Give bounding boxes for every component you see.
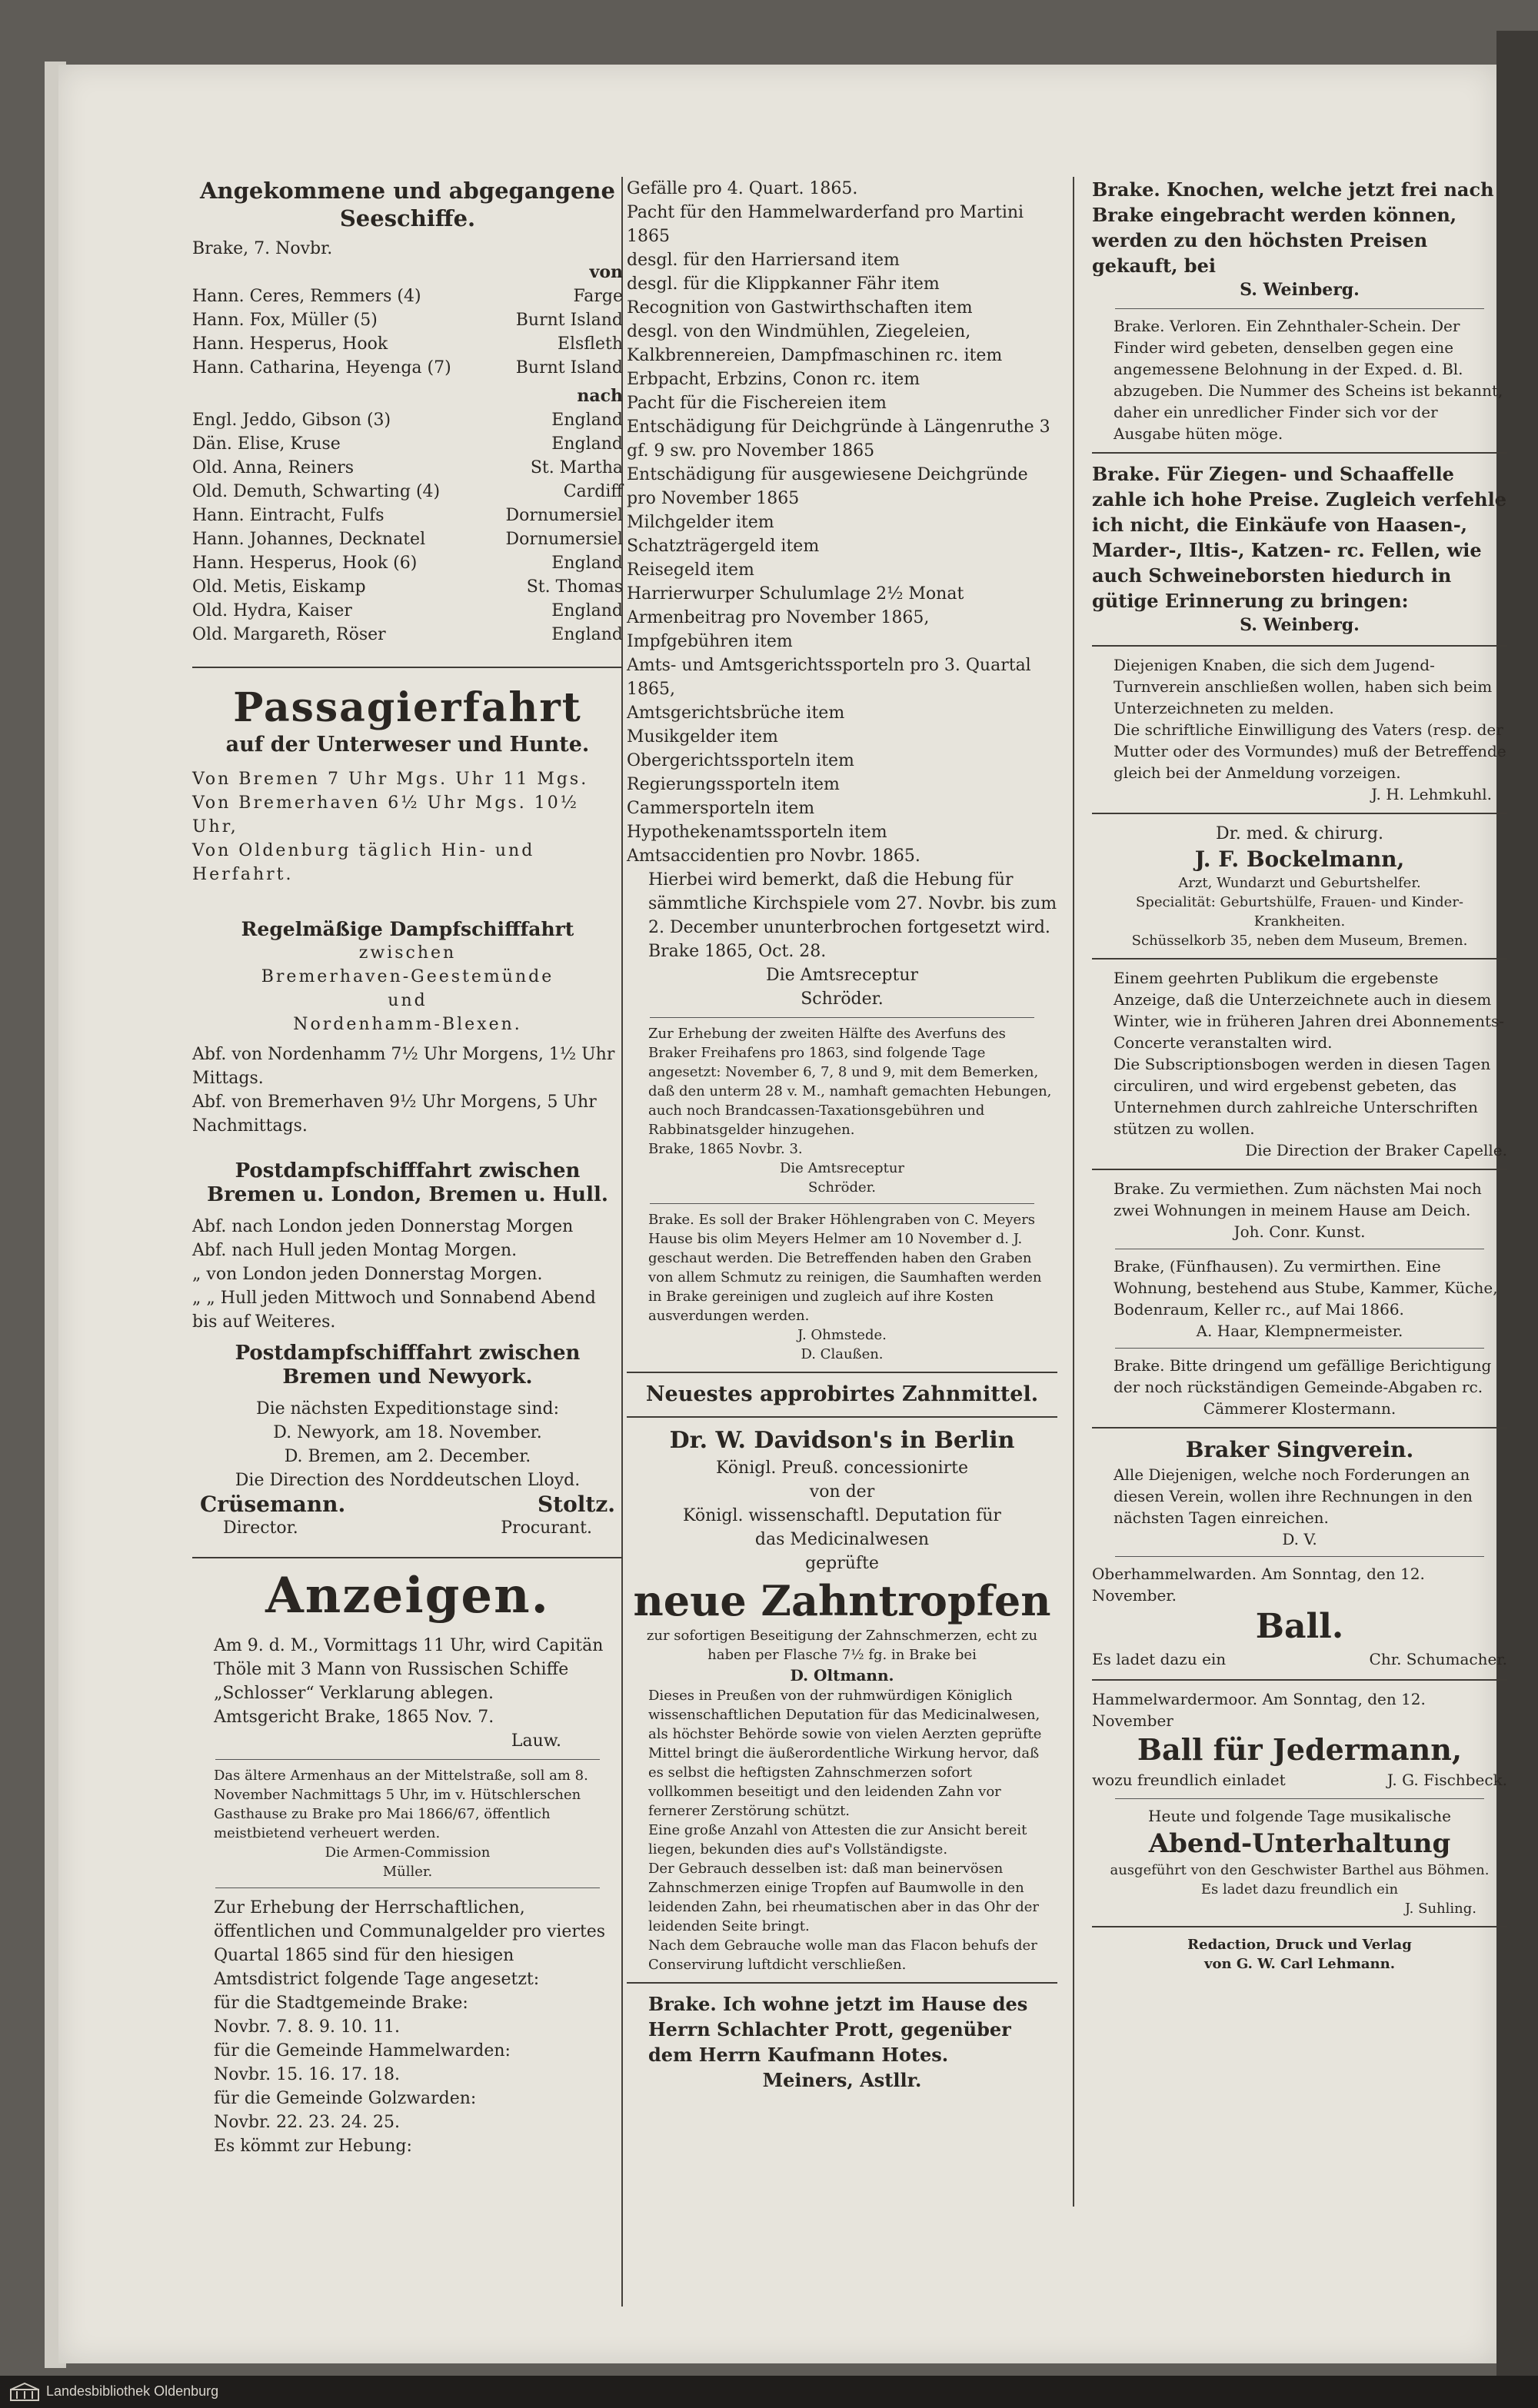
hebung-item: Amts- und Amtsgerichtssporteln pro 3. Quartal 1865, xyxy=(627,656,1031,699)
prott-text: Brake. Ich wohne jetzt im Hause des Herrn Schlachter Prott, gegenüber dem Herrn Kaufmann Hotes. xyxy=(648,1993,1028,2066)
ball1-sign: Chr. Schumacher. xyxy=(1369,1650,1507,1668)
ship-name: Hann. Hesperus, Hook (6) xyxy=(192,554,418,573)
library-logo-icon xyxy=(9,2382,40,2402)
ziegen-text: Brake. Für Ziegen- und Schaaffelle zahle ich hohe Preise. Zugleich verfehle ich nicht, die Einkäufe von Haasen-, Marder-, Iltis-, Katzen- rc. Fellen, wie auch Schweineborsten hiedurch in gütige Erinnerung zu bringen: xyxy=(1092,463,1506,612)
column-rule-right xyxy=(1073,177,1074,2207)
divider xyxy=(627,1372,1057,1373)
ship-row xyxy=(192,599,623,623)
divider xyxy=(1115,1348,1484,1349)
ann1-place: Amtsgericht Brake, 1865 Nov. 7. xyxy=(214,1708,494,1727)
arzt-line: Schüsselkorb 35, neben dem Museum, Bremen. xyxy=(1131,933,1468,949)
ships-von: von xyxy=(589,262,623,282)
graben-text: Brake. Es soll der Braker Höhlengraben von C. Meyers Hause bis olim Meyers Helmer am 10 November d. J. geschaut werden. Die Betreffenden haben den Graben von allem Schmutz zu reinigen, die Saumhaften werden in Brake gereinigen und zugleich auf ihre Kosten ausverdungen werden. xyxy=(648,1212,1042,1324)
divider xyxy=(192,667,623,668)
hebung-item: Cammersporteln item xyxy=(627,799,815,818)
zahn-lines xyxy=(627,1456,1057,1575)
divider xyxy=(1092,645,1507,647)
hebung-note: Hierbei wird bemerkt, daß die Hebung für sämmtliche Kirchspiele vom 27. Novbr. bis zum 2. December ununterbrochen fortgesetzt wird. xyxy=(648,870,1057,937)
post2-lines xyxy=(192,1397,623,1492)
hafen-sign1: Die Amtsreceptur xyxy=(779,1160,905,1176)
zahn-name: Dr. W. Davidson's in Berlin xyxy=(669,1427,1015,1454)
ship-name: Hann. Fox, Müller (5) xyxy=(192,311,378,330)
hebung-item: Gefälle pro 4. Quart. 1865. xyxy=(627,179,858,198)
hebung-list xyxy=(627,177,1057,868)
hafen-sign2: Schröder. xyxy=(808,1179,876,1196)
hebung-item: desgl. für den Harriersand item xyxy=(627,251,900,270)
ziegen-sign: S. Weinberg. xyxy=(1240,615,1360,635)
ship-name: Hann. Johannes, Decknatel xyxy=(192,530,426,549)
hebung-item: Milchgelder item xyxy=(627,513,774,532)
hebung-item: Reisegeld item xyxy=(627,560,754,580)
ship-name: Old. Demuth, Schwarting (4) xyxy=(192,482,441,501)
knaben-text: Diejenigen Knaben, die sich dem Jugend-Turnverein anschließen wollen, haben sich beim Unterzeichneten zu melden. xyxy=(1114,656,1493,717)
singverein-sign: D. V. xyxy=(1282,1530,1317,1548)
post2-line: Die nächsten Expeditionstage sind: xyxy=(255,1399,560,1419)
vermieten2-sign: A. Haar, Klempnermeister. xyxy=(1196,1322,1403,1340)
ships-dateline: Brake, 7. Novbr. xyxy=(192,239,333,258)
singverein-text: Alle Diejenigen, welche noch Forderungen an diesen Verein, wollen ihre Rechnungen in den nächsten Tagen einreichen. xyxy=(1114,1465,1473,1527)
ship-port: Dornumersiel xyxy=(505,530,623,549)
zahn-line: Königl. wissenschaftl. Deputation für xyxy=(683,1506,1001,1525)
ship-port: Burnt Island xyxy=(515,358,623,377)
ship-port: Burnt Island xyxy=(515,311,623,330)
divider xyxy=(1092,1679,1507,1681)
abend-sign: J. Suhling. xyxy=(1404,1901,1476,1917)
knaben-text2: Die schriftliche Einwilligung des Vaters (resp. der Mutter oder des Vormundes) muß der Betreffende gleich bei der Anmeldung vorzeigen. xyxy=(1114,720,1506,782)
ball1-invite: Es ladet dazu ein xyxy=(1092,1650,1227,1668)
ship-name: Old. Anna, Reiners xyxy=(192,458,355,477)
vermieten1-text: Brake. Zu vermiethen. Zum nächsten Mai noch zwei Wohnungen in meinem Hause am Deich. xyxy=(1114,1179,1482,1219)
ship-row xyxy=(192,456,623,480)
ship-name: Old. Metis, Eiskamp xyxy=(192,577,366,597)
ship-name: Hann. Catharina, Heyenga (7) xyxy=(192,358,451,377)
hebung-item: Regierungssporteln item xyxy=(627,775,840,794)
hebung-item: Musikgelder item xyxy=(627,727,778,747)
footer-bar xyxy=(0,2376,1538,2408)
hebung-date: Brake 1865, Oct. 28. xyxy=(648,942,827,961)
hebung-item: Erbpacht, Erbzins, Conon rc. item xyxy=(627,370,920,389)
ann3-item: Es kömmt zur Hebung: xyxy=(214,2137,412,2156)
abonn-sign: Die Direction der Braker Capelle. xyxy=(1245,1141,1507,1159)
ball2-title: Ball für Jedermann, xyxy=(1137,1732,1463,1767)
hebung-item: Impfgebühren item xyxy=(627,632,793,651)
hebung-item: Entschädigung für Deichgründe à Längenruthe 3 gf. 9 sw. pro November 1865 xyxy=(627,417,1050,461)
singverein-title: Braker Singverein. xyxy=(1185,1437,1414,1462)
ship-row xyxy=(192,432,623,456)
ship-row xyxy=(192,356,623,380)
regular-dep2: Abf. von Bremerhaven 9½ Uhr Morgens, 5 Uhr Nachmittags. xyxy=(192,1093,597,1136)
regular-lines xyxy=(192,941,623,1036)
ship-row xyxy=(192,480,623,504)
column-2 xyxy=(627,177,1057,2093)
bitte-text: Brake. Bitte dringend um gefällige Berichtigung der noch rückständigen Gemeinde-Abgaben rc. xyxy=(1114,1356,1492,1396)
sign-right-role: Procurant. xyxy=(501,1518,592,1538)
ship-port: England xyxy=(551,411,623,430)
ann3-list xyxy=(192,1991,623,2158)
ship-port: St. Martha xyxy=(530,458,623,477)
ships-title: Angekommene und abgegangene Seeschiffe. xyxy=(200,178,615,231)
ann2-text: Das ältere Armenhaus an der Mittelstraße, soll am 8. November Nachmittags 5 Uhr, im v. Hütschlerschen Gasthause zu Brake pro Mai 1866/67, öffentlich meistbietend verheuert werden. xyxy=(214,1768,588,1841)
ship-name: Hann. Hesperus, Hook xyxy=(192,334,388,354)
hebung-item: Pacht für den Hammelwarderfand pro Martini 1865 xyxy=(627,203,1024,246)
ann2-sign1: Die Armen-Commission xyxy=(325,1844,491,1861)
ship-row xyxy=(192,575,623,599)
regular-line: zwischen xyxy=(358,943,457,963)
regular-dep1: Abf. von Nordenhamm 7½ Uhr Morgens, 1½ Uhr Mittags. xyxy=(192,1045,615,1088)
knaben-sign: J. H. Lehmkuhl. xyxy=(1371,785,1492,803)
ship-name: Dän. Elise, Kruse xyxy=(192,434,341,454)
arrived-list xyxy=(192,284,623,380)
zahn-body2: Eine große Anzahl von Attesten die zur Ansicht bereit liegen, bekunden dies auf's Vollständigste. xyxy=(648,1822,1027,1858)
divider xyxy=(627,1982,1057,1984)
zahn-line: von der xyxy=(809,1482,875,1502)
imprint-1: Redaction, Druck und Verlag xyxy=(1187,1937,1412,1953)
library-name: Landesbibliothek Oldenburg xyxy=(46,2383,219,2399)
hebung-item: Amtsaccidentien pro Novbr. 1865. xyxy=(627,846,920,866)
post2-roles xyxy=(192,1516,623,1540)
divider xyxy=(1115,1556,1484,1557)
arzt-title: Dr. med. & chirurg. xyxy=(1215,824,1384,843)
divider xyxy=(192,1557,623,1558)
ship-name: Hann. Ceres, Remmers (4) xyxy=(192,287,421,306)
post1-line: Abf. nach London jeden Donnerstag Morgen xyxy=(192,1217,574,1236)
ann1-text: Am 9. d. M., Vormittags 11 Uhr, wird Capitän Thöle mit 3 Mann von Russischen Schiffe „Schlosser“ Verklarung ablegen. xyxy=(214,1636,604,1703)
ship-row xyxy=(192,408,623,432)
hebung-item: Schatzträgergeld item xyxy=(627,537,820,556)
ship-port: England xyxy=(551,601,623,620)
ann3-item: für die Stadtgemeinde Brake: xyxy=(214,1994,468,2013)
arzt-name: J. F. Bockelmann, xyxy=(1194,846,1405,872)
ship-port: Elsfleth xyxy=(557,334,623,354)
ship-port: Cardiff xyxy=(563,482,623,501)
divider xyxy=(1092,1427,1507,1429)
zahn-head: Neuestes approbirtes Zahnmittel. xyxy=(645,1382,1039,1406)
ball1-intro: Oberhammelwarden. Am Sonntag, den 12. November. xyxy=(1092,1565,1425,1605)
abend-invite: Es ladet dazu freundlich ein xyxy=(1200,1881,1399,1897)
post2-line: D. Newyork, am 18. November. xyxy=(273,1423,542,1442)
bitte-sign: Cämmerer Klostermann. xyxy=(1203,1399,1397,1418)
zahn-big: neue Zahntropfen xyxy=(633,1576,1051,1625)
passenger-line: Von Oldenburg täglich Hin- und Herfahrt. xyxy=(192,841,535,884)
ann3-text: Zur Erhebung der Herrschaftlichen, öffentlichen und Communalgelder pro viertes Quartal 1865 sind für den hiesigen Amtsdistrict folgende Tage angesetzt: xyxy=(214,1898,606,1989)
divider xyxy=(1092,452,1507,454)
ship-row xyxy=(192,308,623,332)
ship-name: Old. Margareth, Röser xyxy=(192,625,386,644)
ball1-title: Ball. xyxy=(1255,1607,1344,1646)
divider xyxy=(650,1203,1034,1204)
knochen-sign: S. Weinberg. xyxy=(1240,280,1360,300)
ball2-sign: J. G. Fischbeck. xyxy=(1387,1771,1507,1789)
zahn-body3: Der Gebrauch desselben ist: daß man beinervösen Zahnschmerzen einige Tropfen auf Baumwolle in den leidenden Zahn, bei rheumatischen aber in das Ohr der leidenden Seite bringt. xyxy=(648,1861,1040,1934)
hebung-item: desgl. für die Klippkanner Fähr item xyxy=(627,274,940,294)
hebung-item: Obergerichtssporteln item xyxy=(627,751,854,770)
ball2-footer xyxy=(1092,1768,1507,1792)
post1-line: „ von London jeden Donnerstag Morgen. xyxy=(192,1265,543,1284)
ship-port: England xyxy=(551,625,623,644)
ship-row xyxy=(192,284,623,308)
ball2-invite: wozu freundlich einladet xyxy=(1092,1771,1286,1789)
regular-line: Nordenhamm-Blexen. xyxy=(293,1015,522,1034)
post1-lines xyxy=(192,1215,623,1334)
hafen-text: Zur Erhebung der zweiten Hälfte des Averfuns des Braker Freihafens pro 1863, sind folgende Tage angesetzt: November 6, 7, 8 und 9, mit dem Bemerken, daß den unterm 28 v. M., namhaft gemachten Hebungen, auch noch Brandcassen-Taxationsgebühren und Rabbinatsgelder hinzugehen. xyxy=(648,1026,1052,1138)
vermieten1-sign: Joh. Conr. Kunst. xyxy=(1233,1222,1366,1241)
ship-name: Old. Hydra, Kaiser xyxy=(192,601,352,620)
ann3-item: Novbr. 15. 16. 17. 18. xyxy=(214,2065,401,2084)
ship-port: England xyxy=(551,554,623,573)
passenger-line: Von Bremerhaven 6½ Uhr Mgs. 10½ Uhr, xyxy=(192,793,580,836)
ann3-item: für die Gemeinde Hammelwarden: xyxy=(214,2041,511,2060)
divider xyxy=(650,1017,1034,1018)
passenger-line: Von Bremen 7 Uhr Mgs. Uhr 11 Mgs. xyxy=(192,770,589,789)
ship-port: Farge xyxy=(573,287,623,306)
ann2-sign2: Müller. xyxy=(382,1864,433,1880)
hebung-item: Hypothekenamtssporteln item xyxy=(627,823,887,842)
divider xyxy=(1092,1926,1507,1927)
hebung-item: Harrierwurper Schulumlage 2½ Monat xyxy=(627,584,964,604)
ship-row xyxy=(192,551,623,575)
passenger-sub: auf der Unterweser und Hunte. xyxy=(225,733,590,757)
divider xyxy=(1092,958,1507,960)
post1-title: Postdampfschifffahrt zwischen Bremen u. London, Bremen u. Hull. xyxy=(207,1159,608,1206)
ship-port: Dornumersiel xyxy=(505,506,623,525)
vermieten2-text: Brake, (Fünfhausen). Zu vermirthen. Eine Wohnung, bestehend aus Stube, Kammer, Küche, Bodenraum, Keller rc., auf Mai 1866. xyxy=(1114,1257,1498,1319)
ship-name: Hann. Eintracht, Fulfs xyxy=(192,506,384,525)
graben-sign2: D. Claußen. xyxy=(801,1346,884,1362)
abonn-text2: Die Subscriptionsbogen werden in diesen Tagen circuliren, und wird ergebenst gebeten, das Unternehmen durch zahlreiche Unterschriften stützen zu wollen. xyxy=(1114,1055,1491,1138)
abonn-text: Einem geehrten Publikum die ergebenste Anzeige, daß die Unterzeichnete auch in diesem Winter, wie in früheren Jahren drei Abonnements-Concerte veranstalten wird. xyxy=(1114,969,1505,1052)
sign-left-role: Director. xyxy=(223,1518,298,1538)
hebung-item: desgl. von den Windmühlen, Ziegeleien, Kalkbrennereien, Dampfmaschinen rc. item xyxy=(627,322,1003,365)
abend-text: ausgeführt von den Geschwister Barthel aus Böhmen. xyxy=(1110,1862,1490,1878)
zahn-line: geprüfte xyxy=(805,1554,879,1573)
ships-nach: nach xyxy=(577,386,623,406)
divider xyxy=(215,1759,600,1760)
hebung-item: Amtsgerichtsbrüche item xyxy=(627,703,845,723)
passenger-lines xyxy=(192,767,623,886)
zahn-line: Königl. Preuß. concessionirte xyxy=(715,1458,969,1478)
sign-left: Crüsemann. xyxy=(200,1492,346,1517)
post2-line: D. Bremen, am 2. December. xyxy=(284,1447,531,1466)
arzt-lines xyxy=(1092,873,1507,950)
column-1 xyxy=(192,177,623,2158)
hebung-item: Armenbeitrag pro November 1865, xyxy=(627,608,930,627)
divider xyxy=(1092,813,1507,814)
zahn-body4: Nach dem Gebrauche wolle man das Flacon behufs der Conservirung luftdicht verschließen. xyxy=(648,1937,1037,1973)
hebung-sign1: Die Amtsreceptur xyxy=(765,966,919,985)
post1-line: „ „ Hull jeden Mittwoch und Sonnabend Abend bis auf Weiteres. xyxy=(192,1289,596,1332)
divider xyxy=(1115,308,1484,309)
ann3-item: Novbr. 7. 8. 9. 10. 11. xyxy=(214,2017,401,2037)
abend-title: Abend-Unterhaltung xyxy=(1148,1828,1451,1859)
sign-right: Stoltz. xyxy=(537,1492,615,1517)
ball2-intro: Hammelwardermoor. Am Sonntag, den 12. November xyxy=(1092,1690,1426,1730)
imprint-2: von G. W. Carl Lehmann. xyxy=(1204,1956,1395,1972)
anzeigen-title: Anzeigen. xyxy=(265,1567,550,1625)
ann3-item: für die Gemeinde Golzwarden: xyxy=(214,2089,477,2108)
post1-line: Abf. nach Hull jeden Montag Morgen. xyxy=(192,1241,518,1260)
graben-sign1: J. Ohmstede. xyxy=(797,1327,887,1343)
zahn-seller: D. Oltmann. xyxy=(790,1666,894,1685)
zahn-body: Dieses in Preußen von der ruhmwürdigen Königlich wissenschaftlichen Deputation für das Medicinalwesen, als höchster Behörde sowie von vielen Aerzten geprüfte Mittel bringt die äußerordentliche Wirkung hervor, daß es selbst die heftigsten Zahnschmerzen sofort vollkommen beseitigt und den leidenden Zahn vor fernerer Zerstörung schützt. xyxy=(648,1688,1042,1819)
departed-list xyxy=(192,408,623,647)
hebung-item: Entschädigung für ausgewiesene Deichgründe pro November 1865 xyxy=(627,465,1028,508)
arzt-line: Specialität: Geburtshülfe, Frauen- und Kinder-Krankheiten. xyxy=(1135,894,1464,930)
divider xyxy=(1092,1169,1507,1170)
zahn-line: das Medicinalwesen xyxy=(754,1530,930,1549)
regular-line: Bremerhaven-Geestemünde xyxy=(261,967,554,986)
knochen-text: Brake. Knochen, welche jetzt frei nach Brake eingebracht werden können, werden zu den höchsten Preisen gekauft, bei xyxy=(1092,178,1494,277)
hebung-item: Recognition von Gastwirthschaften item xyxy=(627,298,973,318)
ship-row xyxy=(192,527,623,551)
post2-signatures xyxy=(192,1492,623,1516)
ship-row xyxy=(192,332,623,356)
hafen-date: Brake, 1865 Novbr. 3. xyxy=(648,1141,803,1157)
ball1-footer xyxy=(1092,1648,1507,1671)
post2-line: Die Direction des Norddeutschen Lloyd. xyxy=(235,1471,581,1490)
hebung-item: Pacht für die Fischereien item xyxy=(627,394,887,413)
ship-port: St. Thomas xyxy=(526,577,623,597)
divider xyxy=(1115,1798,1484,1799)
divider xyxy=(627,1416,1057,1418)
column-3 xyxy=(1092,177,1507,1974)
ship-row xyxy=(192,504,623,527)
passenger-title: Passagierfahrt xyxy=(233,684,582,731)
post2-title: Postdampfschifffahrt zwischen Bremen und Newyork. xyxy=(235,1342,581,1389)
hebung-sign2: Schröder. xyxy=(801,989,884,1009)
verloren-text: Brake. Verloren. Ein Zehnthaler-Schein. Der Finder wird gebeten, denselben gegen eine angemessene Belohnung in der Exped. d. Bl. abzugeben. Die Nummer des Scheins ist bekannt, daher ein unredlicher Finder sich vor der Ausgabe hüten möge. xyxy=(1114,317,1503,443)
divider xyxy=(215,1887,600,1888)
ship-name: Engl. Jeddo, Gibson (3) xyxy=(192,411,391,430)
ann1-sign: Lauw. xyxy=(511,1731,561,1751)
ann3-item: Novbr. 22. 23. 24. 25. xyxy=(214,2113,401,2132)
zahn-sub: zur sofortigen Beseitigung der Zahnschmerzen, echt zu haben per Flasche 7½ fg. in Brake bei xyxy=(646,1628,1038,1663)
abend-intro: Heute und folgende Tage musikalische xyxy=(1148,1807,1451,1825)
regular-line: und xyxy=(388,991,428,1010)
ship-port: England xyxy=(551,434,623,454)
regular-title: Regelmäßige Dampfschifffahrt xyxy=(241,918,574,940)
arzt-line: Arzt, Wundarzt und Geburtshelfer. xyxy=(1178,875,1421,891)
prott-sign: Meiners, Astllr. xyxy=(762,2069,922,2091)
ship-row xyxy=(192,623,623,647)
